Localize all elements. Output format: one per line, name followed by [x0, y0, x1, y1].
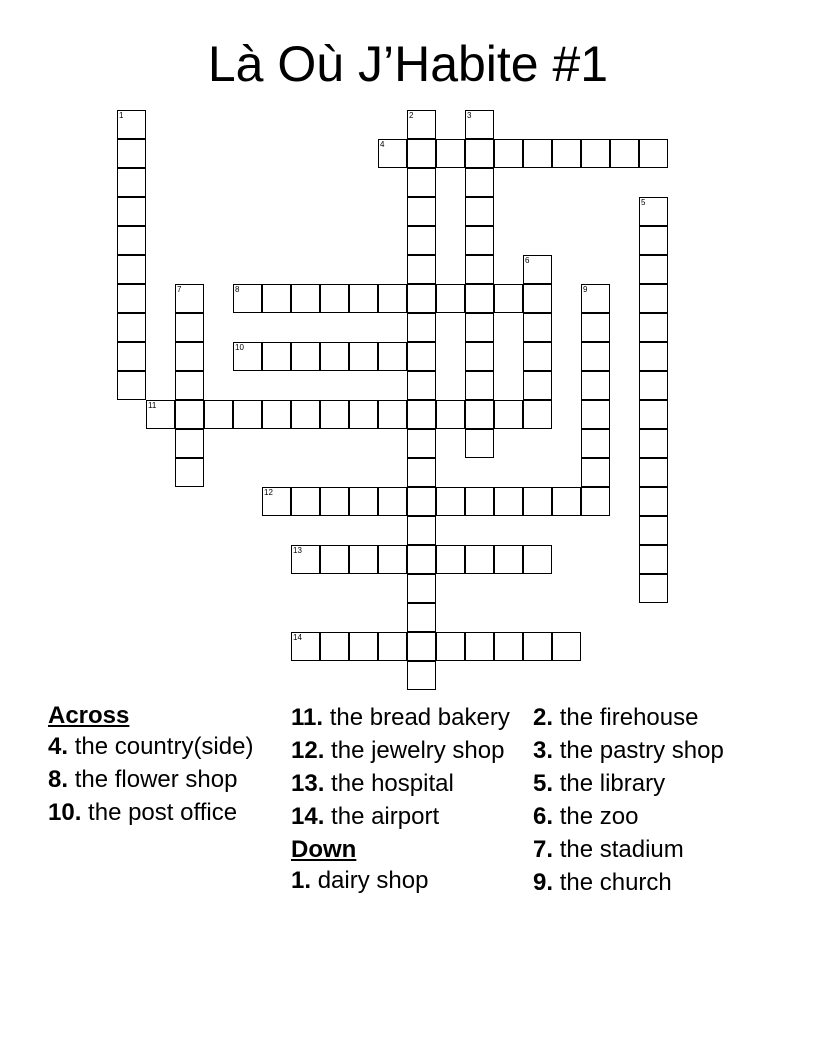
- grid-cell[interactable]: [320, 632, 349, 661]
- grid-cell[interactable]: [407, 313, 436, 342]
- grid-cell[interactable]: [204, 400, 233, 429]
- grid-cell[interactable]: [262, 400, 291, 429]
- clue-number: 2: [409, 111, 414, 120]
- clue-number: 7: [177, 285, 182, 294]
- grid-cell[interactable]: [407, 255, 436, 284]
- grid-cell[interactable]: [291, 545, 320, 574]
- page-title: Là Où J’Habite #1: [207, 36, 609, 92]
- grid-cell[interactable]: [117, 168, 146, 197]
- grid-cell[interactable]: [465, 632, 494, 661]
- clue-number: 3: [467, 111, 472, 120]
- grid-cell[interactable]: [320, 284, 349, 313]
- clue-down-6: 6. the zoo: [533, 803, 639, 830]
- grid-cell[interactable]: [117, 313, 146, 342]
- clue-across-4: 4. the country(side): [48, 733, 254, 760]
- grid-cell[interactable]: [407, 226, 436, 255]
- grid-cell[interactable]: [581, 284, 610, 313]
- grid-cell[interactable]: [581, 139, 610, 168]
- grid-cell[interactable]: [117, 139, 146, 168]
- grid-cell[interactable]: [291, 632, 320, 661]
- grid-cell[interactable]: [639, 313, 668, 342]
- clue-number: 8: [235, 285, 240, 294]
- grid-cell[interactable]: [494, 284, 523, 313]
- grid-cell[interactable]: [117, 197, 146, 226]
- grid-cell[interactable]: [581, 458, 610, 487]
- grid-cell[interactable]: [175, 429, 204, 458]
- grid-cell[interactable]: [552, 632, 581, 661]
- grid-cell[interactable]: [465, 168, 494, 197]
- clue-number: 1: [119, 111, 124, 120]
- grid-cell[interactable]: [436, 400, 465, 429]
- grid-cell[interactable]: [581, 371, 610, 400]
- clue-down-1: 1. dairy shop: [291, 867, 429, 894]
- grid-cell[interactable]: [291, 400, 320, 429]
- clue-column-3: [533, 704, 773, 902]
- grid-cell[interactable]: [407, 632, 436, 661]
- grid-cell[interactable]: [436, 487, 465, 516]
- grid-cell[interactable]: [639, 429, 668, 458]
- grid-cell[interactable]: [523, 313, 552, 342]
- grid-cell[interactable]: [465, 255, 494, 284]
- grid-cell[interactable]: [320, 487, 349, 516]
- grid-cell[interactable]: [407, 168, 436, 197]
- grid-cell[interactable]: [639, 400, 668, 429]
- clue-across-14: 14. the airport: [291, 803, 440, 830]
- grid-cell[interactable]: [378, 139, 407, 168]
- grid-cell[interactable]: [291, 487, 320, 516]
- grid-cell[interactable]: [552, 139, 581, 168]
- grid-cell[interactable]: [436, 632, 465, 661]
- grid-cell[interactable]: [581, 342, 610, 371]
- grid-cell[interactable]: [639, 226, 668, 255]
- grid-cell[interactable]: [523, 371, 552, 400]
- clue-number: 11: [148, 401, 157, 410]
- grid-cell[interactable]: [407, 574, 436, 603]
- grid-cell[interactable]: [639, 284, 668, 313]
- grid-cell[interactable]: [494, 400, 523, 429]
- grid-cell[interactable]: [465, 400, 494, 429]
- down-heading: Down: [291, 836, 357, 863]
- grid-cell[interactable]: [639, 545, 668, 574]
- grid-cell[interactable]: [407, 110, 436, 139]
- grid-cell[interactable]: [581, 313, 610, 342]
- grid-cell[interactable]: [117, 110, 146, 139]
- grid-cell[interactable]: [639, 371, 668, 400]
- grid-cell[interactable]: [581, 429, 610, 458]
- grid-cell[interactable]: [233, 284, 262, 313]
- grid-cell[interactable]: [610, 139, 639, 168]
- clue-number: 13: [293, 546, 302, 555]
- clue-down-3: 3. the pastry shop: [533, 737, 724, 764]
- grid-cell[interactable]: [175, 284, 204, 313]
- grid-cell[interactable]: [349, 545, 378, 574]
- clue-down-5: 5. the library: [533, 770, 666, 797]
- grid-cell[interactable]: [349, 400, 378, 429]
- clue-across-10: 10. the post office: [48, 799, 238, 826]
- grid-cell[interactable]: [407, 429, 436, 458]
- grid-cell[interactable]: [378, 342, 407, 371]
- grid-cell[interactable]: [175, 371, 204, 400]
- grid-cell[interactable]: [349, 632, 378, 661]
- grid-cell[interactable]: [349, 342, 378, 371]
- clue-down-9: 9. the church: [533, 869, 672, 896]
- grid-cell[interactable]: [175, 458, 204, 487]
- grid-cell[interactable]: [407, 284, 436, 313]
- grid-cell[interactable]: [465, 545, 494, 574]
- grid-cell[interactable]: [291, 284, 320, 313]
- grid-cell[interactable]: [581, 487, 610, 516]
- grid-cell[interactable]: [494, 139, 523, 168]
- grid-cell[interactable]: [639, 574, 668, 603]
- grid-cell[interactable]: [320, 400, 349, 429]
- grid-cell[interactable]: [494, 545, 523, 574]
- grid-cell[interactable]: [407, 342, 436, 371]
- grid-cell[interactable]: [378, 545, 407, 574]
- grid-cell[interactable]: [378, 487, 407, 516]
- clue-number: 14: [293, 633, 302, 642]
- grid-cell[interactable]: [175, 400, 204, 429]
- grid-cell[interactable]: [262, 487, 291, 516]
- grid-cell[interactable]: [291, 342, 320, 371]
- grid-cell[interactable]: [407, 545, 436, 574]
- clue-number: 9: [583, 285, 588, 294]
- grid-cell[interactable]: [262, 284, 291, 313]
- clue-down-2: 2. the firehouse: [533, 704, 699, 731]
- grid-cell[interactable]: [407, 371, 436, 400]
- grid-cell[interactable]: [523, 487, 552, 516]
- grid-cell[interactable]: [639, 197, 668, 226]
- across-heading: Across: [48, 702, 130, 729]
- grid-cell[interactable]: [175, 313, 204, 342]
- grid-cell[interactable]: [407, 661, 436, 690]
- grid-cell[interactable]: [436, 284, 465, 313]
- grid-cell[interactable]: [465, 429, 494, 458]
- grid-cell[interactable]: [639, 487, 668, 516]
- grid-cell[interactable]: [465, 197, 494, 226]
- clue-number: 10: [235, 343, 244, 352]
- grid-cell[interactable]: [523, 545, 552, 574]
- grid-cell[interactable]: [117, 342, 146, 371]
- grid-cell[interactable]: [117, 255, 146, 284]
- grid-cell[interactable]: [465, 371, 494, 400]
- grid-cell[interactable]: [175, 342, 204, 371]
- grid-cell[interactable]: [523, 284, 552, 313]
- clue-across-8: 8. the flower shop: [48, 766, 238, 793]
- clue-number: 5: [641, 198, 646, 207]
- grid-cell[interactable]: [465, 342, 494, 371]
- grid-cell[interactable]: [523, 342, 552, 371]
- grid-cell[interactable]: [465, 110, 494, 139]
- grid-cell[interactable]: [436, 139, 465, 168]
- grid-cell[interactable]: [407, 487, 436, 516]
- grid-cell[interactable]: [349, 284, 378, 313]
- clue-number: 12: [264, 488, 273, 497]
- grid-cell[interactable]: [523, 255, 552, 284]
- grid-cell[interactable]: [465, 313, 494, 342]
- grid-cell[interactable]: [639, 255, 668, 284]
- grid-cell[interactable]: [494, 632, 523, 661]
- grid-cell[interactable]: [233, 342, 262, 371]
- grid-cell[interactable]: [146, 400, 175, 429]
- grid-cell[interactable]: [523, 400, 552, 429]
- grid-cell[interactable]: [552, 487, 581, 516]
- grid-cell[interactable]: [465, 139, 494, 168]
- grid-cell[interactable]: [407, 139, 436, 168]
- grid-cell[interactable]: [639, 139, 668, 168]
- grid-cell[interactable]: [233, 400, 262, 429]
- clue-across-13: 13. the hospital: [291, 770, 454, 797]
- grid-cell[interactable]: [407, 197, 436, 226]
- clue-number: 4: [380, 140, 385, 149]
- grid-cell[interactable]: [436, 545, 465, 574]
- grid-cell[interactable]: [320, 545, 349, 574]
- clue-number: 6: [525, 256, 530, 265]
- grid-cell[interactable]: [523, 632, 552, 661]
- grid-cell[interactable]: [465, 487, 494, 516]
- grid-cell[interactable]: [494, 487, 523, 516]
- grid-cell[interactable]: [117, 371, 146, 400]
- grid-cell[interactable]: [262, 342, 291, 371]
- grid-cell[interactable]: [378, 632, 407, 661]
- grid-cell[interactable]: [465, 284, 494, 313]
- clue-across-12: 12. the jewelry shop: [291, 737, 505, 764]
- clue-across-11: 11. the bread bakery: [291, 704, 510, 731]
- grid-cell[interactable]: [523, 139, 552, 168]
- grid-cell[interactable]: [117, 226, 146, 255]
- grid-cell[interactable]: [407, 400, 436, 429]
- clue-down-7: 7. the stadium: [533, 836, 684, 863]
- grid-cell[interactable]: [117, 284, 146, 313]
- grid-cell[interactable]: [465, 226, 494, 255]
- grid-cell[interactable]: [349, 487, 378, 516]
- clue-column-2: [291, 704, 531, 900]
- grid-cell[interactable]: [581, 400, 610, 429]
- grid-cell[interactable]: [378, 284, 407, 313]
- grid-cell[interactable]: [407, 458, 436, 487]
- grid-cell[interactable]: [407, 516, 436, 545]
- grid-cell[interactable]: [639, 458, 668, 487]
- grid-cell[interactable]: [378, 400, 407, 429]
- clue-column-1: [48, 702, 288, 832]
- grid-cell[interactable]: [320, 342, 349, 371]
- grid-cell[interactable]: [639, 516, 668, 545]
- grid-cell[interactable]: [639, 342, 668, 371]
- grid-cell[interactable]: [407, 603, 436, 632]
